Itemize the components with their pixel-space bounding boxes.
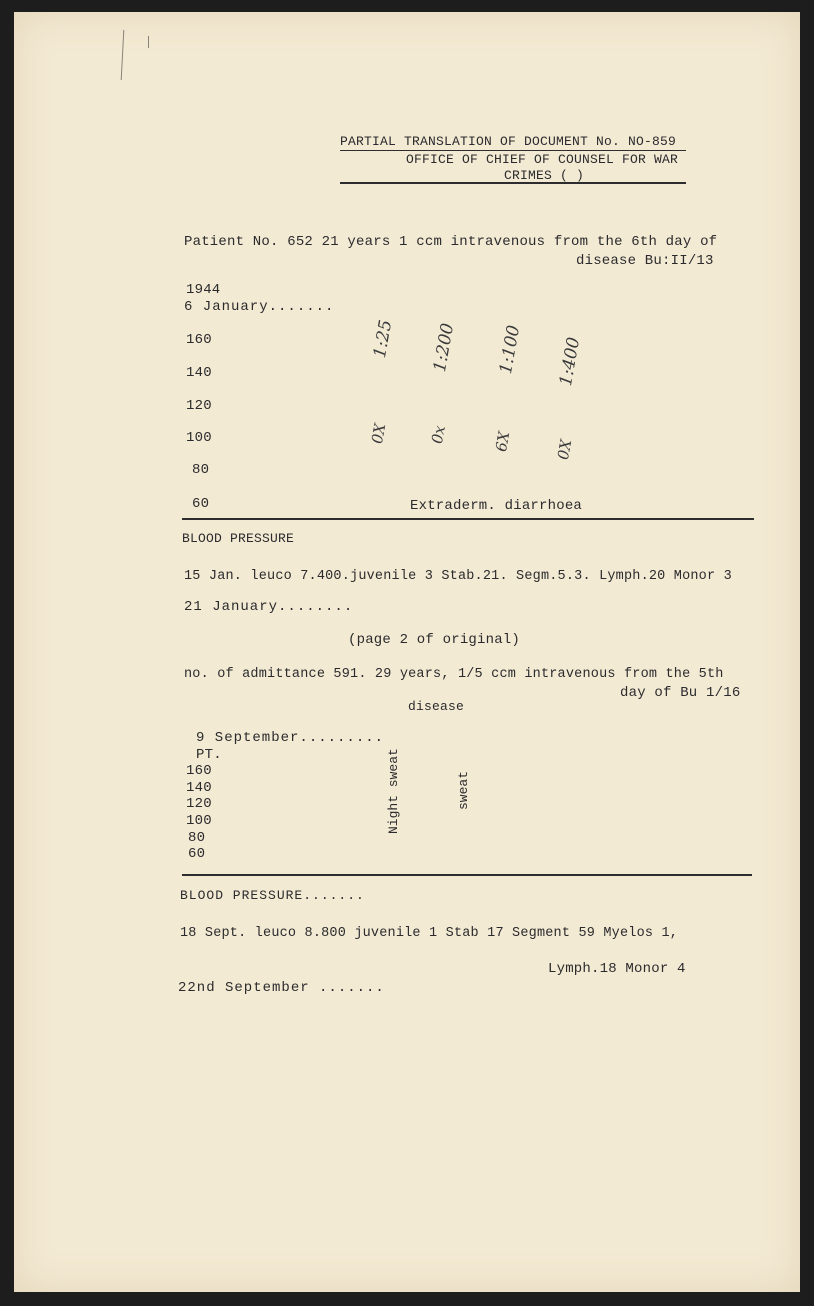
chart-mark: 0x bbox=[428, 424, 449, 446]
patient1-intro: Patient No. 652 21 years 1 ccm intravenous from the 6th day of bbox=[184, 234, 718, 250]
axis-label: 60 bbox=[188, 846, 206, 862]
chart-mark: 6X bbox=[492, 430, 514, 454]
axis-label: 140 bbox=[186, 365, 212, 381]
patient1-chart-note: Extraderm. diarrhoea bbox=[410, 498, 583, 514]
dilution-note: 1:400 bbox=[556, 335, 585, 388]
patient2-date: 9 September......... bbox=[196, 730, 385, 746]
axis-label: 60 bbox=[192, 496, 210, 512]
patient2-blood-line-2: Lymph.18 Monor 4 bbox=[548, 961, 686, 977]
header-underline-2 bbox=[340, 182, 686, 184]
document-page bbox=[14, 12, 800, 1292]
patient1-intro-cont: disease Bu:II/13 bbox=[576, 253, 714, 269]
patient1-blood-line: 15 Jan. leuco 7.400.juvenile 3 Stab.21. Segm.5.3. Lymph.20 Monor 3 bbox=[184, 569, 732, 584]
patient1-chart-baseline bbox=[182, 518, 754, 520]
patient1-date: 6 January....... bbox=[184, 299, 335, 315]
dilution-note: 1:25 bbox=[370, 318, 397, 360]
axis-label: 80 bbox=[192, 462, 210, 478]
patient1-year: 1944 bbox=[186, 282, 221, 298]
margin-mark bbox=[148, 36, 149, 48]
patient2-intro: no. of admittance 591. 29 years, 1/5 ccm intravenous from the 5th bbox=[184, 667, 724, 682]
patient2-followup: 22nd September ....... bbox=[178, 980, 385, 996]
header-line-2: OFFICE OF CHIEF OF COUNSEL FOR WAR bbox=[406, 152, 679, 167]
patient1-bp-label: BLOOD PRESSURE bbox=[182, 531, 295, 546]
header-underline-1 bbox=[340, 150, 686, 151]
axis-label: 120 bbox=[186, 398, 212, 414]
patient2-chart-baseline bbox=[182, 874, 752, 876]
chart-mark: 0X bbox=[554, 438, 576, 462]
patient1-followup: 21 January........ bbox=[184, 599, 354, 615]
patient2-sweat: sweat bbox=[456, 770, 471, 810]
dilution-note: 1:100 bbox=[496, 323, 525, 376]
axis-label: 100 bbox=[186, 430, 212, 446]
header-line-1: PARTIAL TRANSLATION OF DOCUMENT No. NO-859 bbox=[340, 134, 677, 149]
margin-mark bbox=[121, 30, 125, 80]
dilution-note: 1:200 bbox=[430, 321, 459, 374]
patient2-blood-line-1: 18 Sept. leuco 8.800 juvenile 1 Stab 17 Segment 59 Myelos 1, bbox=[180, 926, 679, 941]
patient2-intro-disease: disease bbox=[408, 699, 465, 714]
patient2-bp-label: BLOOD PRESSURE....... bbox=[180, 888, 365, 903]
axis-label: 160 bbox=[186, 763, 212, 779]
patient2-pt: PT. bbox=[196, 747, 222, 763]
page-note: (page 2 of original) bbox=[348, 632, 521, 648]
axis-label: 100 bbox=[186, 813, 212, 829]
axis-label: 80 bbox=[188, 830, 206, 846]
axis-label: 140 bbox=[186, 780, 212, 796]
header-line-3: CRIMES ( ) bbox=[504, 168, 585, 183]
chart-mark: 0X bbox=[368, 422, 390, 446]
axis-label: 120 bbox=[186, 796, 212, 812]
patient2-intro-cont: day of Bu 1/16 bbox=[620, 685, 741, 701]
axis-label: 160 bbox=[186, 332, 212, 348]
patient2-night-sweat: Night sweat bbox=[386, 748, 401, 834]
